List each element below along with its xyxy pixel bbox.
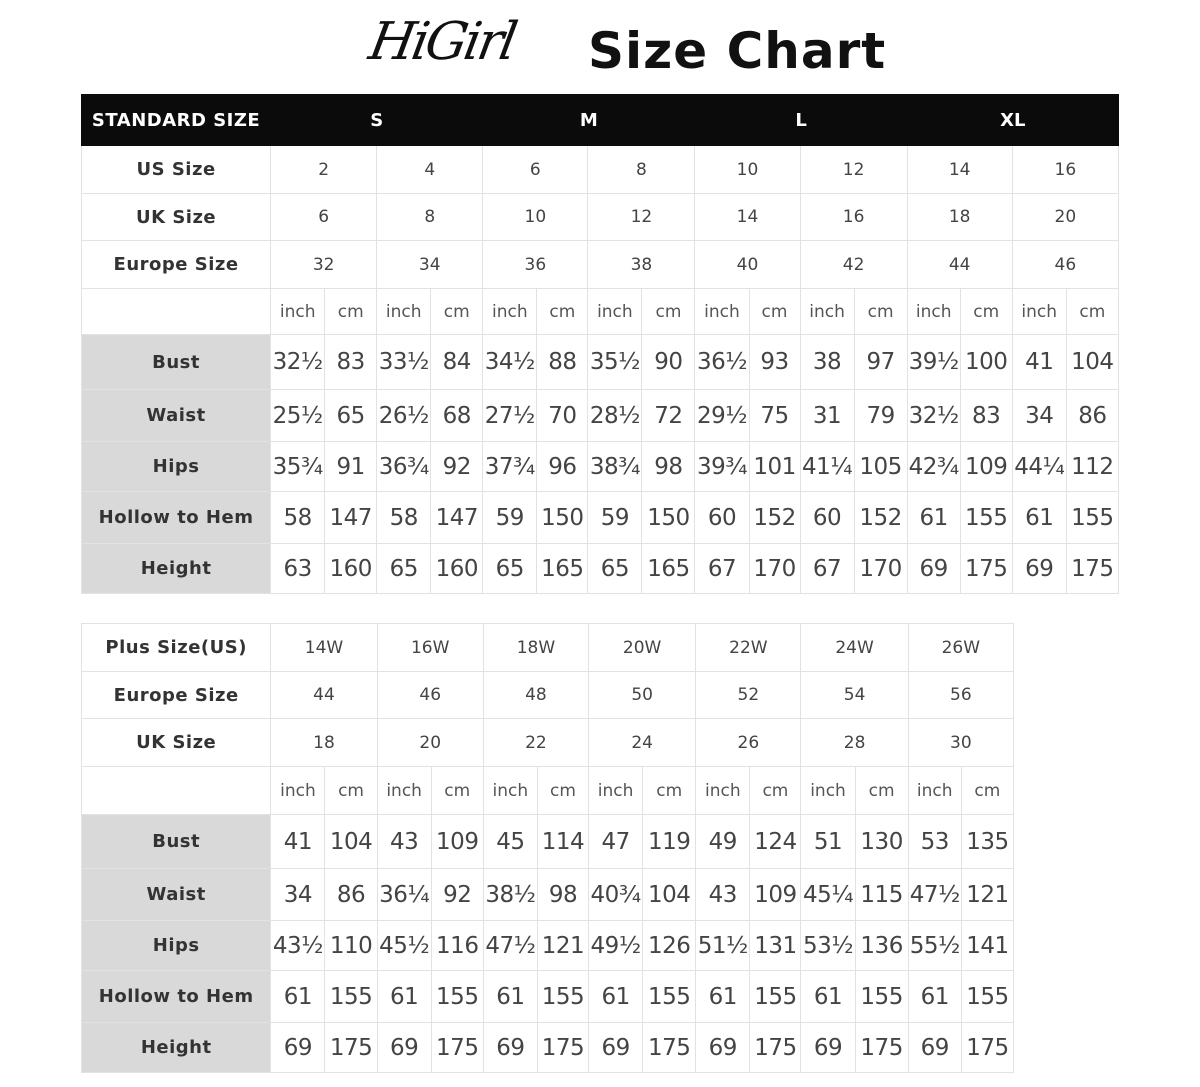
measure-value: 152	[749, 492, 800, 544]
measure-label: Hips	[82, 921, 271, 971]
uk-size-row	[82, 194, 1119, 241]
measure-label: Height	[82, 1023, 271, 1073]
measure-value: 98	[537, 869, 588, 921]
unit-inch: inch	[483, 289, 537, 335]
measure-value: 49	[696, 815, 750, 869]
measure-value: 91	[325, 442, 377, 492]
size-group-xl: XL	[907, 95, 1118, 146]
size-cell: 26	[696, 719, 801, 767]
unit-cm: cm	[642, 289, 695, 335]
measure-value: 97	[854, 335, 907, 390]
measure-value: 60	[800, 492, 854, 544]
bust-row	[82, 335, 1119, 390]
unit-inch: inch	[801, 767, 855, 815]
measure-value: 70	[537, 390, 588, 442]
standard-size-label: STANDARD SIZE	[82, 95, 271, 146]
measure-value: 170	[854, 544, 907, 594]
waist-row	[82, 390, 1119, 442]
standard-size-header-row	[82, 95, 1119, 146]
measure-value: 41	[271, 815, 325, 869]
size-cell: 34	[377, 241, 483, 289]
unit-inch: inch	[588, 289, 642, 335]
unit-inch: inch	[695, 289, 749, 335]
measure-value: 136	[855, 921, 908, 971]
unit-cm: cm	[431, 289, 483, 335]
measure-value: 155	[855, 971, 908, 1023]
size-cell: 4	[377, 146, 483, 194]
measure-value: 121	[537, 921, 588, 971]
measure-value: 27½	[483, 390, 537, 442]
measure-value: 68	[431, 390, 483, 442]
size-cell: 50	[589, 672, 696, 719]
measure-value: 135	[961, 815, 1013, 869]
row-label: Europe Size	[82, 672, 271, 719]
measure-value: 28½	[588, 390, 642, 442]
unit-inch: inch	[377, 767, 431, 815]
size-cell: 24W	[801, 624, 908, 672]
waist-row	[82, 869, 1014, 921]
measure-value: 45½	[377, 921, 431, 971]
measure-value: 141	[961, 921, 1013, 971]
measure-value: 29½	[695, 390, 749, 442]
measure-value: 83	[325, 335, 377, 390]
measure-value: 38¾	[588, 442, 642, 492]
measure-value: 60	[695, 492, 749, 544]
unit-inch: inch	[589, 767, 643, 815]
measure-value: 61	[907, 492, 960, 544]
size-cell: 38	[588, 241, 695, 289]
size-cell: 16	[1012, 146, 1118, 194]
size-cell: 30	[908, 719, 1013, 767]
measure-value: 155	[325, 971, 377, 1023]
measure-value: 110	[325, 921, 377, 971]
unit-inch: inch	[907, 289, 960, 335]
size-cell: 12	[800, 146, 907, 194]
measure-value: 38	[800, 335, 854, 390]
size-cell: 10	[695, 146, 800, 194]
measure-value: 59	[588, 492, 642, 544]
size-cell: 18W	[483, 624, 588, 672]
measure-value: 130	[855, 815, 908, 869]
measure-value: 45	[483, 815, 537, 869]
measure-value: 155	[961, 971, 1013, 1023]
size-cell: 46	[377, 672, 483, 719]
unit-cm: cm	[325, 289, 377, 335]
measure-value: 86	[325, 869, 377, 921]
size-cell: 16W	[377, 624, 483, 672]
measure-value: 114	[537, 815, 588, 869]
measure-value: 109	[750, 869, 801, 921]
size-cell: 54	[801, 672, 908, 719]
measure-value: 65	[483, 544, 537, 594]
measure-value: 38½	[483, 869, 537, 921]
size-cell: 8	[588, 146, 695, 194]
size-cell: 18	[271, 719, 377, 767]
measure-value: 126	[643, 921, 696, 971]
unit-cm: cm	[854, 289, 907, 335]
size-cell: 44	[907, 241, 1012, 289]
unit-cm: cm	[325, 767, 377, 815]
measure-value: 35¾	[271, 442, 325, 492]
measure-value: 39½	[907, 335, 960, 390]
unit-cm: cm	[1066, 289, 1118, 335]
measure-value: 61	[801, 971, 855, 1023]
measure-value: 69	[1012, 544, 1066, 594]
measure-label: Bust	[82, 335, 271, 390]
measure-value: 32½	[907, 390, 960, 442]
measure-value: 105	[854, 442, 907, 492]
measure-value: 63	[271, 544, 325, 594]
height-row	[82, 1023, 1014, 1073]
row-label: US Size	[82, 146, 271, 194]
size-cell: 44	[271, 672, 377, 719]
measure-value: 170	[749, 544, 800, 594]
unit-cm: cm	[643, 767, 696, 815]
measure-value: 150	[537, 492, 588, 544]
measure-value: 55½	[908, 921, 961, 971]
measure-value: 79	[854, 390, 907, 442]
measure-value: 25½	[271, 390, 325, 442]
size-cell: 46	[1012, 241, 1118, 289]
blank-cell	[82, 289, 271, 335]
measure-value: 36½	[695, 335, 749, 390]
measure-value: 31	[800, 390, 854, 442]
measure-value: 160	[431, 544, 483, 594]
measure-value: 93	[749, 335, 800, 390]
measure-value: 150	[642, 492, 695, 544]
size-cell: 52	[696, 672, 801, 719]
measure-value: 59	[483, 492, 537, 544]
measure-value: 92	[431, 442, 483, 492]
size-cell: 40	[695, 241, 800, 289]
size-group-s: S	[271, 95, 483, 146]
hips-row	[82, 921, 1014, 971]
measure-value: 121	[961, 869, 1013, 921]
hollow-to-hem-row	[82, 492, 1119, 544]
row-label: Europe Size	[82, 241, 271, 289]
unit-inch: inch	[1012, 289, 1066, 335]
unit-inch: inch	[483, 767, 537, 815]
measure-value: 47	[589, 815, 643, 869]
size-cell: 18	[907, 194, 1012, 241]
measure-value: 90	[642, 335, 695, 390]
measure-value: 175	[750, 1023, 801, 1073]
hips-row	[82, 442, 1119, 492]
measure-value: 69	[696, 1023, 750, 1073]
measure-value: 67	[695, 544, 749, 594]
size-cell: 26W	[908, 624, 1013, 672]
measure-value: 43	[696, 869, 750, 921]
measure-label: Hollow to Hem	[82, 492, 271, 544]
measure-value: 61	[589, 971, 643, 1023]
unit-row	[82, 767, 1014, 815]
unit-inch: inch	[696, 767, 750, 815]
unit-cm: cm	[750, 767, 801, 815]
measure-value: 131	[750, 921, 801, 971]
measure-value: 92	[431, 869, 483, 921]
size-cell: 22	[483, 719, 588, 767]
measure-value: 53½	[801, 921, 855, 971]
plus-size-us-row	[82, 624, 1014, 672]
unit-cm: cm	[855, 767, 908, 815]
size-cell: 10	[483, 194, 588, 241]
measure-value: 155	[643, 971, 696, 1023]
size-cell: 24	[589, 719, 696, 767]
measure-value: 175	[325, 1023, 377, 1073]
measure-value: 175	[431, 1023, 483, 1073]
hollow-to-hem-row	[82, 971, 1014, 1023]
measure-value: 100	[960, 335, 1012, 390]
measure-value: 49½	[589, 921, 643, 971]
measure-value: 65	[377, 544, 431, 594]
size-cell: 14	[695, 194, 800, 241]
measure-value: 65	[325, 390, 377, 442]
measure-value: 72	[642, 390, 695, 442]
unit-cm: cm	[537, 289, 588, 335]
measure-value: 104	[325, 815, 377, 869]
measure-value: 155	[431, 971, 483, 1023]
row-label: Plus Size(US)	[82, 624, 271, 672]
blank-cell	[82, 767, 271, 815]
unit-inch: inch	[908, 767, 961, 815]
measure-value: 69	[907, 544, 960, 594]
measure-value: 101	[749, 442, 800, 492]
uk-size-row	[82, 719, 1014, 767]
size-cell: 48	[483, 672, 588, 719]
measure-value: 160	[325, 544, 377, 594]
measure-label: Bust	[82, 815, 271, 869]
measure-value: 84	[431, 335, 483, 390]
measure-value: 124	[750, 815, 801, 869]
size-cell: 22W	[696, 624, 801, 672]
unit-cm: cm	[960, 289, 1012, 335]
measure-value: 37¾	[483, 442, 537, 492]
unit-inch: inch	[271, 289, 325, 335]
size-cell: 56	[908, 672, 1013, 719]
measure-value: 43½	[271, 921, 325, 971]
unit-cm: cm	[749, 289, 800, 335]
measure-value: 147	[431, 492, 483, 544]
measure-value: 69	[271, 1023, 325, 1073]
measure-value: 45¼	[801, 869, 855, 921]
bust-row	[82, 815, 1014, 869]
measure-value: 34	[1012, 390, 1066, 442]
measure-value: 119	[643, 815, 696, 869]
unit-cm: cm	[961, 767, 1013, 815]
brand-logo: HiGirl	[364, 12, 519, 72]
measure-value: 98	[642, 442, 695, 492]
size-cell: 20	[377, 719, 483, 767]
measure-value: 175	[1066, 544, 1118, 594]
measure-value: 104	[1066, 335, 1118, 390]
europe-size-row	[82, 241, 1119, 289]
size-cell: 14W	[271, 624, 377, 672]
measure-value: 61	[483, 971, 537, 1023]
measure-value: 104	[643, 869, 696, 921]
measure-value: 165	[642, 544, 695, 594]
size-group-l: L	[695, 95, 907, 146]
size-cell: 16	[800, 194, 907, 241]
measure-value: 69	[377, 1023, 431, 1073]
measure-value: 40¾	[589, 869, 643, 921]
measure-value: 34	[271, 869, 325, 921]
measure-value: 34½	[483, 335, 537, 390]
unit-row	[82, 289, 1119, 335]
measure-label: Height	[82, 544, 271, 594]
measure-value: 61	[908, 971, 961, 1023]
size-cell: 14	[907, 146, 1012, 194]
measure-label: Waist	[82, 869, 271, 921]
measure-value: 43	[377, 815, 431, 869]
measure-value: 26½	[377, 390, 431, 442]
measure-value: 35½	[588, 335, 642, 390]
measure-value: 115	[855, 869, 908, 921]
measure-value: 67	[800, 544, 854, 594]
measure-value: 116	[431, 921, 483, 971]
standard-size-table	[81, 94, 1119, 594]
height-row	[82, 544, 1119, 594]
size-cell: 6	[483, 146, 588, 194]
measure-value: 47½	[908, 869, 961, 921]
unit-cm: cm	[537, 767, 588, 815]
measure-value: 175	[537, 1023, 588, 1073]
measure-value: 58	[377, 492, 431, 544]
measure-value: 155	[750, 971, 801, 1023]
measure-value: 58	[271, 492, 325, 544]
measure-value: 69	[801, 1023, 855, 1073]
measure-value: 112	[1066, 442, 1118, 492]
measure-value: 32½	[271, 335, 325, 390]
plus-size-table	[81, 623, 1014, 1073]
size-cell: 42	[800, 241, 907, 289]
measure-value: 47½	[483, 921, 537, 971]
unit-inch: inch	[800, 289, 854, 335]
measure-value: 175	[855, 1023, 908, 1073]
size-cell: 6	[271, 194, 377, 241]
measure-value: 175	[960, 544, 1012, 594]
measure-value: 69	[483, 1023, 537, 1073]
measure-value: 36¼	[377, 869, 431, 921]
measure-value: 147	[325, 492, 377, 544]
measure-value: 51½	[696, 921, 750, 971]
us-size-row	[82, 146, 1119, 194]
measure-value: 61	[1012, 492, 1066, 544]
measure-value: 61	[377, 971, 431, 1023]
row-label: UK Size	[82, 194, 271, 241]
measure-value: 33½	[377, 335, 431, 390]
measure-value: 155	[960, 492, 1012, 544]
europe-size-row	[82, 672, 1014, 719]
measure-value: 36¾	[377, 442, 431, 492]
measure-value: 69	[908, 1023, 961, 1073]
page-header	[0, 10, 1200, 90]
measure-value: 175	[643, 1023, 696, 1073]
measure-value: 165	[537, 544, 588, 594]
measure-value: 109	[431, 815, 483, 869]
measure-value: 109	[960, 442, 1012, 492]
size-cell: 8	[377, 194, 483, 241]
measure-value: 61	[696, 971, 750, 1023]
measure-label: Hollow to Hem	[82, 971, 271, 1023]
size-cell: 20	[1012, 194, 1118, 241]
size-cell: 28	[801, 719, 908, 767]
measure-value: 86	[1066, 390, 1118, 442]
measure-value: 155	[1066, 492, 1118, 544]
row-label: UK Size	[82, 719, 271, 767]
unit-inch: inch	[271, 767, 325, 815]
page-title: Size Chart	[588, 22, 887, 80]
measure-value: 88	[537, 335, 588, 390]
measure-value: 155	[537, 971, 588, 1023]
measure-value: 96	[537, 442, 588, 492]
measure-label: Waist	[82, 390, 271, 442]
size-cell: 2	[271, 146, 377, 194]
measure-value: 41	[1012, 335, 1066, 390]
unit-cm: cm	[431, 767, 483, 815]
measure-value: 175	[961, 1023, 1013, 1073]
measure-value: 42¾	[907, 442, 960, 492]
size-cell: 12	[588, 194, 695, 241]
measure-value: 44¼	[1012, 442, 1066, 492]
measure-value: 53	[908, 815, 961, 869]
measure-value: 69	[589, 1023, 643, 1073]
size-group-m: M	[483, 95, 695, 146]
measure-value: 65	[588, 544, 642, 594]
unit-inch: inch	[377, 289, 431, 335]
measure-value: 41¼	[800, 442, 854, 492]
measure-label: Hips	[82, 442, 271, 492]
measure-value: 39¾	[695, 442, 749, 492]
size-cell: 36	[483, 241, 588, 289]
size-cell: 20W	[589, 624, 696, 672]
measure-value: 61	[271, 971, 325, 1023]
size-cell: 32	[271, 241, 377, 289]
measure-value: 152	[854, 492, 907, 544]
measure-value: 51	[801, 815, 855, 869]
measure-value: 83	[960, 390, 1012, 442]
measure-value: 75	[749, 390, 800, 442]
